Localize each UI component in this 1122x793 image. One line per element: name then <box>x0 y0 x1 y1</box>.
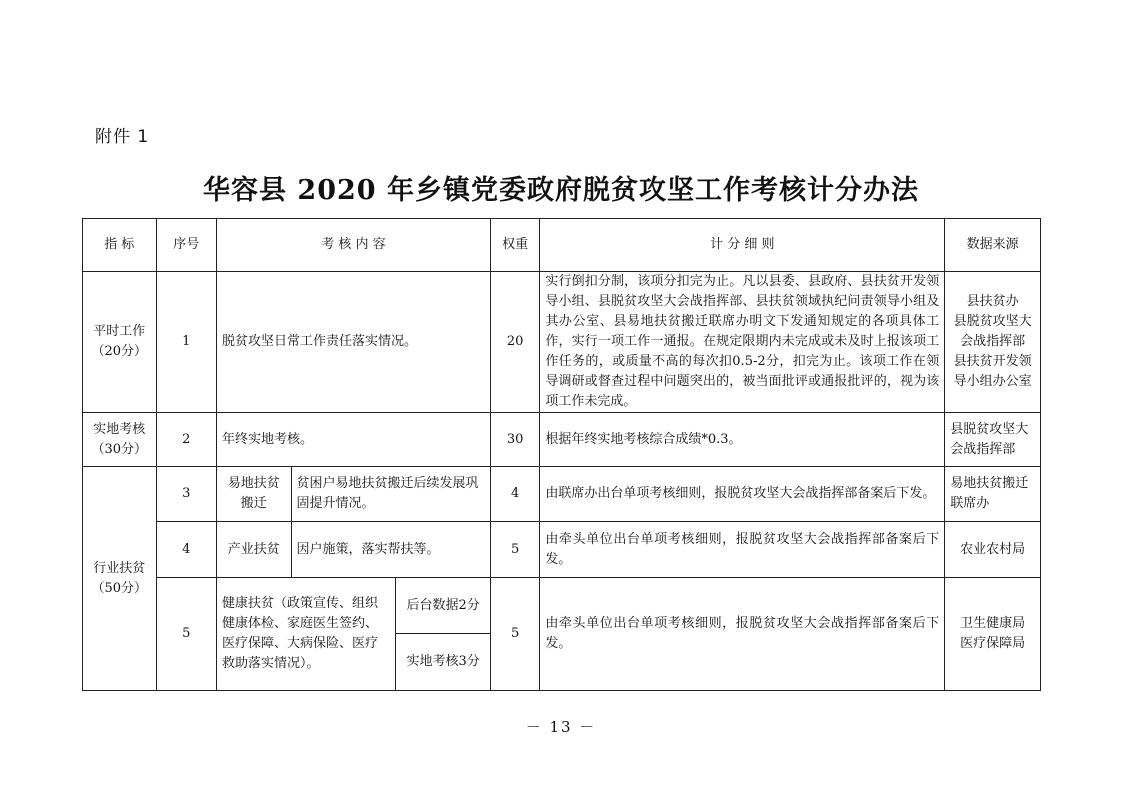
seq-cell: 2 <box>156 413 216 467</box>
content-cell: 年终实地考核。 <box>216 413 490 467</box>
table-row-daily <box>83 272 1041 413</box>
content-cell: 健康扶贫（政策宣传、组织健康体检、家庭医生签约、医疗保障、大病保险、医疗救助落实情况）。 <box>216 578 395 691</box>
header-seq: 序号 <box>156 219 216 272</box>
indicator-cell: 行业扶贫 （50分） <box>83 467 157 691</box>
source-cell: 县扶贫办 县脱贫攻坚大会战指挥部 县扶贫开发领导小组办公室 <box>945 272 1041 413</box>
weight-cell: 20 <box>490 272 539 413</box>
table-row-industrial <box>83 522 1041 578</box>
category-cell: 易地扶贫 搬迁 <box>216 467 291 522</box>
rules-cell: 实行倒扣分制，该项分扣完为止。凡以县委、县政府、县扶贫开发领导小组、县脱贫攻坚大会战指挥部、县扶贫领域执纪问责领导小组及其办公室、县易地扶贫搬迁联席办明文下发通知规定的各项具体工作，实行一项工作一通报。在规定限期内未完成或未及时上报该项工作任务的，或质量不高的每次扣0.5-2分，扣完为止。该项工作在领导调研或督查过程中问题突出的，被当面批评或通报批评的，视为该项工作未完成。 <box>540 272 945 413</box>
indicator-cell: 实地考核 （30分） <box>83 413 157 467</box>
seq-cell: 3 <box>156 467 216 522</box>
source-cell: 农业农村局 <box>945 522 1041 578</box>
weight-cell: 5 <box>490 578 539 691</box>
rules-cell: 由牵头单位出台单项考核细则，报脱贫攻坚大会战指挥部备案后下发。 <box>540 522 945 578</box>
weight-cell: 30 <box>490 413 539 467</box>
header-content: 考 核 内 容 <box>216 219 490 272</box>
source-cell: 卫生健康局 医疗保障局 <box>945 578 1041 691</box>
rules-cell: 根据年终实地考核综合成绩*0.3。 <box>540 413 945 467</box>
header-source: 数据来源 <box>945 219 1041 272</box>
source-cell: 县脱贫攻坚大会战指挥部 <box>945 413 1041 467</box>
seq-cell: 4 <box>156 522 216 578</box>
source-cell: 易地扶贫搬迁联席办 <box>945 467 1041 522</box>
attachment-label: 附件 1 <box>95 127 150 147</box>
table-row-field <box>83 413 1041 467</box>
category-cell: 产业扶贫 <box>216 522 291 578</box>
page-number: － 13 － <box>525 718 597 736</box>
weight-cell: 4 <box>490 467 539 522</box>
rules-cell: 由联席办出台单项考核细则，报脱贫攻坚大会战指挥部备案后下发。 <box>540 467 945 522</box>
sub-item-backend: 后台数据2分 <box>396 578 491 634</box>
sub-item-field: 实地考核3分 <box>396 634 491 691</box>
rules-cell: 由牵头单位出台单项考核细则，报脱贫攻坚大会战指挥部备案后下发。 <box>540 578 945 691</box>
content-cell: 脱贫攻坚日常工作责任落实情况。 <box>216 272 490 413</box>
content-cell: 因户施策，落实帮扶等。 <box>291 522 490 578</box>
table-row-relocation <box>83 467 1041 522</box>
header-indicator: 指 标 <box>83 219 157 272</box>
weight-cell: 5 <box>490 522 539 578</box>
document-title: 华容县 2020 年乡镇党委政府脱贫攻坚工作考核计分办法 <box>203 175 919 206</box>
assessment-table <box>82 218 1041 691</box>
indicator-cell: 平时工作 （20分） <box>83 272 157 413</box>
seq-cell: 5 <box>156 578 216 691</box>
table-row-health <box>83 578 1041 634</box>
header-row <box>83 219 1041 272</box>
seq-cell: 1 <box>156 272 216 413</box>
content-cell: 贫困户易地扶贫搬迁后续发展巩固提升情况。 <box>291 467 490 522</box>
header-weight: 权重 <box>490 219 539 272</box>
header-rules: 计 分 细 则 <box>540 219 945 272</box>
